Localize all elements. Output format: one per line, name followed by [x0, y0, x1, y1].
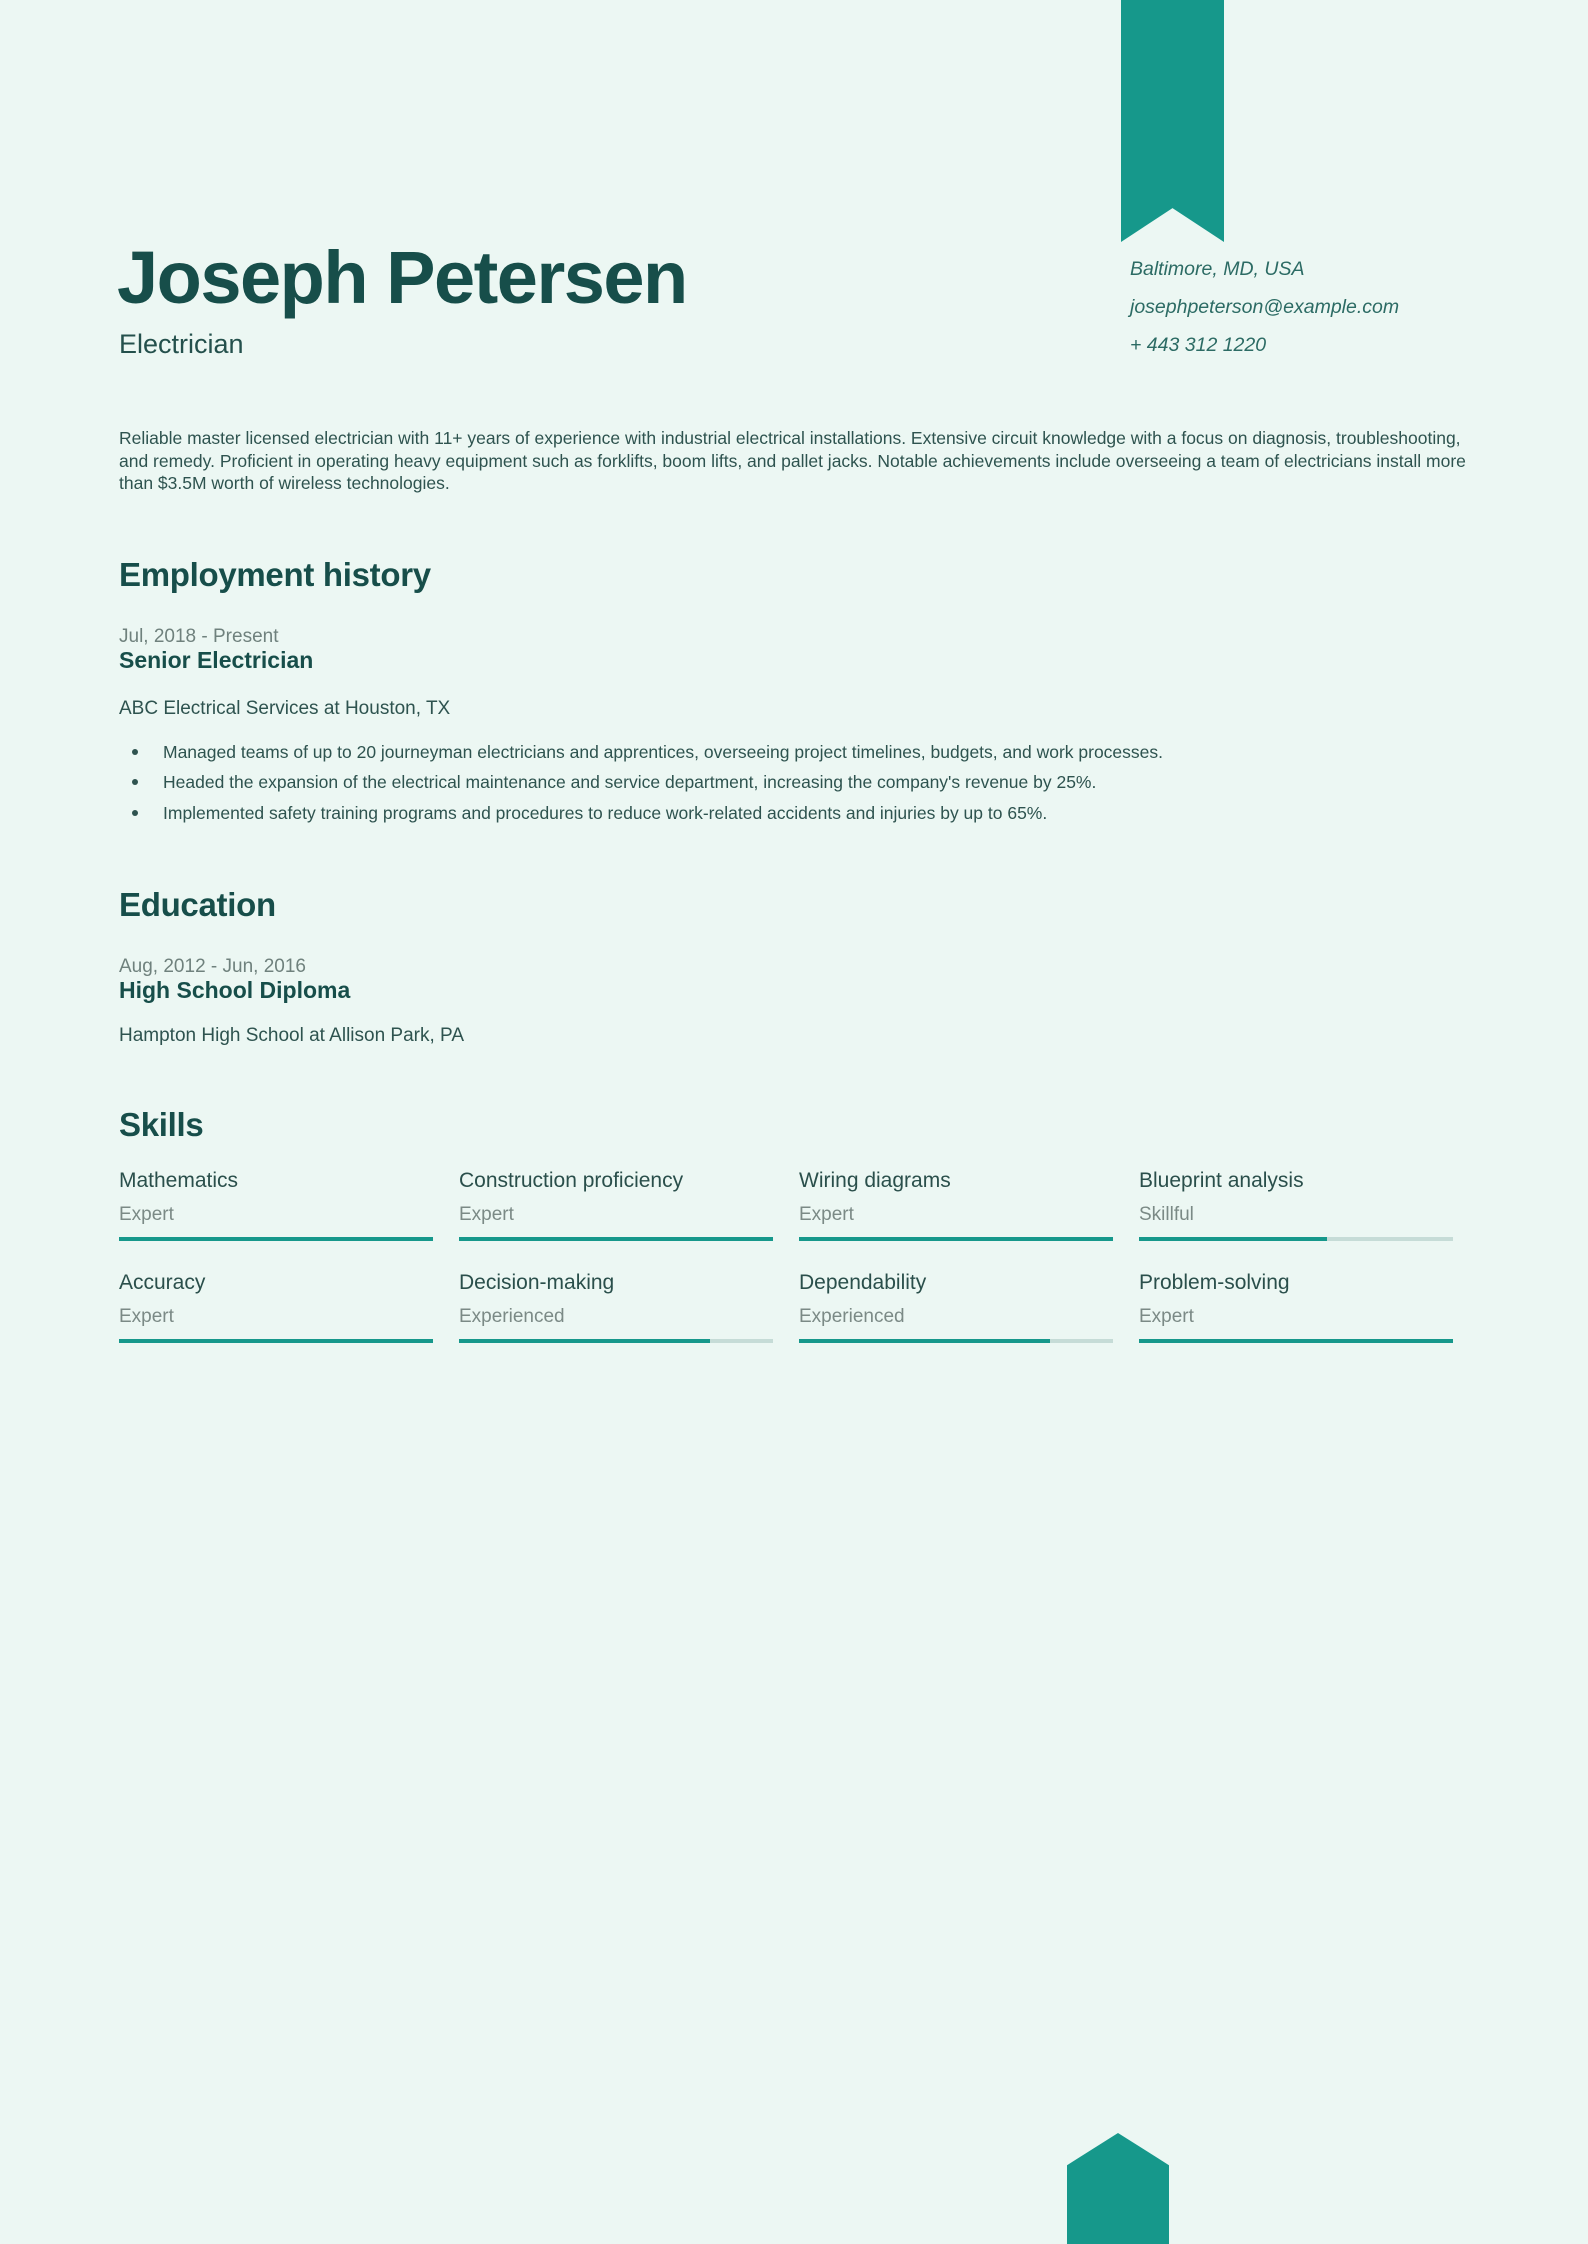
skill-name: Construction proficiency: [459, 1169, 684, 1192]
skill-level: Expert: [459, 1204, 514, 1225]
skill-progress-bar: [119, 1339, 433, 1343]
skill-item: [119, 1270, 433, 1343]
skill-item: [1139, 1168, 1453, 1241]
skill-name: Blueprint analysis: [1139, 1169, 1304, 1192]
skill-level: Expert: [799, 1204, 854, 1225]
skill-level: Skillful: [1139, 1204, 1194, 1225]
job-dates: Jul, 2018 - Present: [119, 626, 279, 647]
skill-progress-fill: [799, 1237, 1113, 1241]
skill-name: Accuracy: [119, 1271, 206, 1294]
skill-level: Expert: [1139, 1306, 1194, 1327]
skill-progress-bar: [799, 1339, 1113, 1343]
profile-summary: Reliable master licensed electrician with 11+ years of experience with industrial electrical installations. Extensive circuit knowledge with a focus on diagnosis, troubleshooting, and remedy. Proficient in operating heavy equipment such as forklifts, boom lifts, and pallet jacks. Notable achievements include overseeing a team of electricians install more than $3.5M worth of wireless technologies.: [119, 428, 1466, 493]
bookmark-ribbon-icon: [1121, 0, 1224, 242]
skill-progress-bar: [459, 1339, 773, 1343]
job-bullet-list: [119, 741, 1471, 832]
skills-heading: Skills: [119, 1106, 204, 1143]
contact-location: Baltimore, MD, USA: [1130, 258, 1305, 280]
skill-level: Experienced: [799, 1306, 905, 1327]
education-dates: Aug, 2012 - Jun, 2016: [119, 956, 306, 977]
skill-name: Wiring diagrams: [799, 1169, 951, 1192]
skill-progress-fill: [119, 1237, 433, 1241]
skill-level: Expert: [119, 1306, 174, 1327]
education-degree: High School Diploma: [119, 977, 351, 1003]
job-title: Senior Electrician: [119, 647, 314, 673]
skill-progress-bar: [799, 1237, 1113, 1241]
job-bullet: Implemented safety training programs and procedures to reduce work-related accidents and injuries by up to 65%.: [119, 802, 1471, 825]
skill-progress-fill: [1139, 1339, 1453, 1343]
skill-progress-bar: [1139, 1237, 1453, 1241]
job-bullet: Headed the expansion of the electrical maintenance and service department, increasing the company's revenue by 25%.: [119, 771, 1471, 794]
skill-item: [799, 1168, 1113, 1241]
contact-info: [1130, 250, 1399, 364]
skill-progress-bar: [459, 1237, 773, 1241]
skill-item: [799, 1270, 1113, 1343]
skill-item: [119, 1168, 433, 1241]
skill-item: [459, 1270, 773, 1343]
employment-history-heading: Employment history: [119, 556, 431, 593]
contact-email: josephpeterson@example.com: [1130, 296, 1400, 318]
skill-progress-fill: [459, 1339, 710, 1343]
skill-name: Dependability: [799, 1271, 927, 1294]
skill-progress-fill: [799, 1339, 1050, 1343]
skill-name: Problem-solving: [1139, 1271, 1290, 1294]
skill-progress-bar: [1139, 1339, 1453, 1343]
skill-item: [459, 1168, 773, 1241]
skill-progress-fill: [459, 1237, 773, 1241]
skill-progress-fill: [119, 1339, 433, 1343]
skill-level: Experienced: [459, 1306, 565, 1327]
skills-grid: [119, 1168, 1453, 1343]
job-bullet: Managed teams of up to 20 journeyman electricians and apprentices, overseeing project timelines, budgets, and work processes.: [119, 741, 1471, 764]
skill-level: Expert: [119, 1204, 174, 1225]
job-employer: ABC Electrical Services at Houston, TX: [119, 698, 451, 719]
education-heading: Education: [119, 886, 276, 923]
skill-progress-bar: [119, 1237, 433, 1241]
person-name: Joseph Petersen: [117, 236, 687, 319]
skill-item: [1139, 1270, 1453, 1343]
skill-name: Mathematics: [119, 1169, 239, 1192]
bottom-pennant-icon: [1067, 2133, 1169, 2244]
skill-progress-fill: [1139, 1237, 1327, 1241]
person-job-title: Electrician: [119, 329, 244, 359]
skill-name: Decision-making: [459, 1271, 615, 1294]
contact-phone: + 443 312 1220: [1130, 334, 1267, 356]
education-school: Hampton High School at Allison Park, PA: [119, 1025, 464, 1046]
